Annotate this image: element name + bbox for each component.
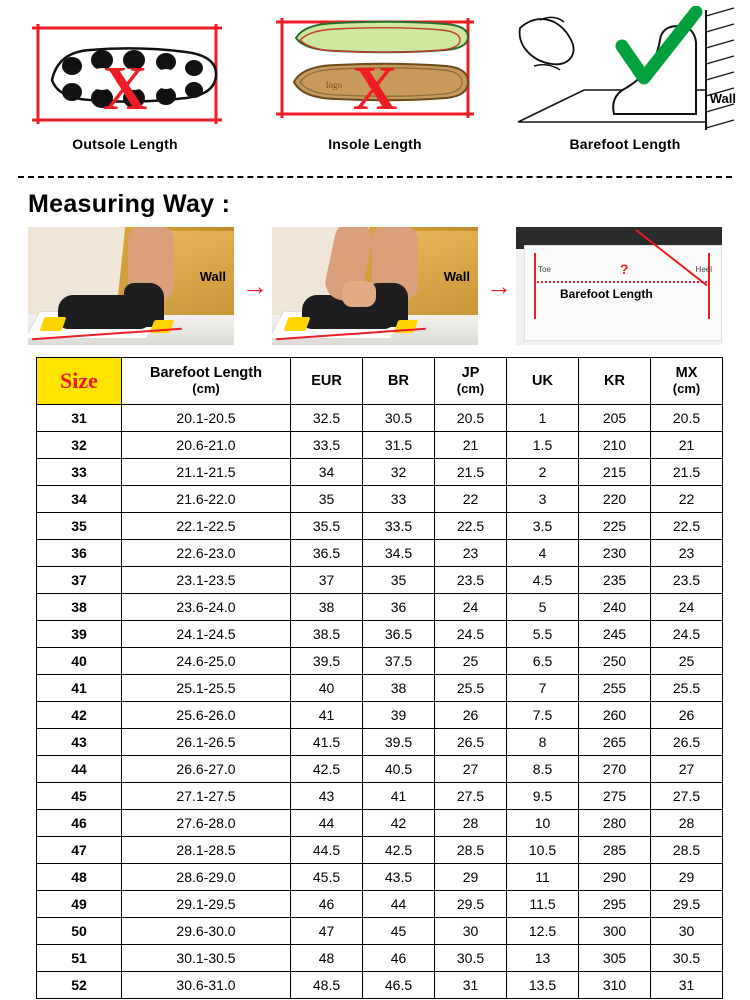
cell-size: 46 (37, 810, 122, 837)
cell-uk: 11 (507, 864, 579, 891)
measuring-step-3 (516, 227, 722, 345)
cell-kr: 275 (579, 783, 651, 810)
header-barefoot-length-main: Barefoot Length (150, 365, 262, 382)
cell-eur: 38 (291, 594, 363, 621)
cell-kr: 240 (579, 594, 651, 621)
cell-br: 46.5 (363, 972, 435, 999)
cell-barefoot-length: 23.1-23.5 (122, 567, 291, 594)
cell-uk: 8 (507, 729, 579, 756)
cell-mx: 26 (651, 702, 723, 729)
cell-size: 50 (37, 918, 122, 945)
cell-br: 46 (363, 945, 435, 972)
cell-barefoot-length: 26.1-26.5 (122, 729, 291, 756)
cell-barefoot-length: 27.6-28.0 (122, 810, 291, 837)
cell-br: 37.5 (363, 648, 435, 675)
cell-size: 39 (37, 621, 122, 648)
cell-br: 33.5 (363, 513, 435, 540)
barefoot-length-label: Barefoot Length (560, 287, 653, 301)
cell-br: 40.5 (363, 756, 435, 783)
header-mx-main: MX (675, 365, 698, 382)
cell-kr: 285 (579, 837, 651, 864)
table-row (37, 891, 723, 918)
cell-size: 36 (37, 540, 122, 567)
step-arrow-1: → (242, 271, 268, 301)
wall-label-step1: Wall (199, 269, 226, 284)
dotted-measure-line (534, 281, 710, 283)
cell-jp: 29 (435, 864, 507, 891)
cell-barefoot-length: 25.1-25.5 (122, 675, 291, 702)
table-row (37, 864, 723, 891)
cell-size: 38 (37, 594, 122, 621)
wall-label-top: Wall (709, 91, 736, 106)
cell-uk: 1.5 (507, 432, 579, 459)
cell-jp: 25.5 (435, 675, 507, 702)
wall-label-step2: Wall (443, 269, 470, 284)
cell-size: 45 (37, 783, 122, 810)
cell-mx: 29.5 (651, 891, 723, 918)
cell-eur: 35 (291, 486, 363, 513)
cell-size: 52 (37, 972, 122, 999)
top-illustration-row (0, 0, 750, 170)
cell-kr: 225 (579, 513, 651, 540)
cell-barefoot-length: 26.6-27.0 (122, 756, 291, 783)
cell-kr: 260 (579, 702, 651, 729)
cell-size: 47 (37, 837, 122, 864)
cell-jp: 24.5 (435, 621, 507, 648)
cell-jp: 26.5 (435, 729, 507, 756)
cell-br: 38 (363, 675, 435, 702)
header-jp (435, 358, 507, 405)
cell-kr: 205 (579, 405, 651, 432)
barefoot-against-wall-icon (510, 6, 740, 134)
cell-br: 42 (363, 810, 435, 837)
figure-insole (250, 6, 500, 170)
cell-size: 31 (37, 405, 122, 432)
cell-size: 35 (37, 513, 122, 540)
table-row (37, 702, 723, 729)
cell-br: 44 (363, 891, 435, 918)
cell-mx: 28 (651, 810, 723, 837)
cell-br: 32 (363, 459, 435, 486)
cell-kr: 270 (579, 756, 651, 783)
outsole-caption: Outsole Length (72, 136, 178, 152)
cell-uk: 3 (507, 486, 579, 513)
cell-barefoot-length: 29.6-30.0 (122, 918, 291, 945)
cell-uk: 4.5 (507, 567, 579, 594)
measuring-steps-row (0, 225, 750, 347)
cell-barefoot-length: 21.6-22.0 (122, 486, 291, 513)
cell-kr: 210 (579, 432, 651, 459)
cell-size: 51 (37, 945, 122, 972)
size-table-body (37, 405, 723, 999)
table-row (37, 513, 723, 540)
cell-size: 33 (37, 459, 122, 486)
table-row (37, 810, 723, 837)
cell-kr: 235 (579, 567, 651, 594)
table-row (37, 486, 723, 513)
cell-kr: 265 (579, 729, 651, 756)
cell-eur: 39.5 (291, 648, 363, 675)
outsole-cross-mark: X (102, 55, 148, 123)
cell-br: 41 (363, 783, 435, 810)
cell-uk: 5 (507, 594, 579, 621)
cell-mx: 22 (651, 486, 723, 513)
cell-br: 36 (363, 594, 435, 621)
cell-barefoot-length: 30.6-31.0 (122, 972, 291, 999)
cell-jp: 22.5 (435, 513, 507, 540)
toe-label: Toe (538, 265, 551, 274)
cell-jp: 23 (435, 540, 507, 567)
cell-barefoot-length: 28.6-29.0 (122, 864, 291, 891)
cell-uk: 10.5 (507, 837, 579, 864)
cell-mx: 27 (651, 756, 723, 783)
table-row (37, 459, 723, 486)
cell-eur: 41 (291, 702, 363, 729)
cell-br: 35 (363, 567, 435, 594)
header-uk: UK (507, 358, 579, 405)
cell-size: 42 (37, 702, 122, 729)
cell-eur: 41.5 (291, 729, 363, 756)
cell-barefoot-length: 27.1-27.5 (122, 783, 291, 810)
cell-jp: 31 (435, 972, 507, 999)
cell-kr: 305 (579, 945, 651, 972)
cell-size: 37 (37, 567, 122, 594)
cell-size: 44 (37, 756, 122, 783)
cell-kr: 230 (579, 540, 651, 567)
insole-cross-mark: X (352, 55, 398, 123)
header-mx-unit: (cm) (672, 380, 701, 396)
cell-eur: 44.5 (291, 837, 363, 864)
table-row (37, 972, 723, 999)
cell-jp: 24 (435, 594, 507, 621)
hand-marking (342, 281, 376, 307)
cell-jp: 30.5 (435, 945, 507, 972)
cell-barefoot-length: 21.1-21.5 (122, 459, 291, 486)
table-row (37, 945, 723, 972)
cell-br: 45 (363, 918, 435, 945)
header-kr: KR (579, 358, 651, 405)
header-size: Size (37, 358, 122, 405)
cell-barefoot-length: 22.6-23.0 (122, 540, 291, 567)
cell-jp: 27.5 (435, 783, 507, 810)
cell-uk: 1 (507, 405, 579, 432)
cell-mx: 20.5 (651, 405, 723, 432)
cell-size: 40 (37, 648, 122, 675)
cell-mx: 30.5 (651, 945, 723, 972)
cell-barefoot-length: 29.1-29.5 (122, 891, 291, 918)
header-jp-unit: (cm) (456, 380, 485, 396)
table-row (37, 621, 723, 648)
cell-uk: 13.5 (507, 972, 579, 999)
size-chart-table (36, 357, 723, 999)
cell-eur: 43 (291, 783, 363, 810)
cell-mx: 29 (651, 864, 723, 891)
figure-barefoot (500, 6, 750, 170)
table-row (37, 756, 723, 783)
cell-eur: 33.5 (291, 432, 363, 459)
cell-mx: 21 (651, 432, 723, 459)
cell-jp: 22 (435, 486, 507, 513)
cell-kr: 220 (579, 486, 651, 513)
insole-caption: Insole Length (328, 136, 422, 152)
cell-br: 42.5 (363, 837, 435, 864)
cell-eur: 40 (291, 675, 363, 702)
cell-barefoot-length: 30.1-30.5 (122, 945, 291, 972)
header-jp-main: JP (461, 365, 480, 382)
header-eur: EUR (291, 358, 363, 405)
step-arrow-2: → (486, 271, 512, 301)
table-row (37, 405, 723, 432)
cell-jp: 21 (435, 432, 507, 459)
cell-eur: 47 (291, 918, 363, 945)
cell-jp: 27 (435, 756, 507, 783)
cell-mx: 23.5 (651, 567, 723, 594)
cell-br: 36.5 (363, 621, 435, 648)
cell-mx: 24 (651, 594, 723, 621)
header-mx (651, 358, 723, 405)
cell-kr: 300 (579, 918, 651, 945)
figure-outsole (0, 6, 250, 170)
cell-br: 39 (363, 702, 435, 729)
cell-jp: 21.5 (435, 459, 507, 486)
cell-br: 39.5 (363, 729, 435, 756)
table-row (37, 567, 723, 594)
cell-uk: 11.5 (507, 891, 579, 918)
table-row (37, 594, 723, 621)
cell-kr: 245 (579, 621, 651, 648)
cell-mx: 25.5 (651, 675, 723, 702)
cell-uk: 3.5 (507, 513, 579, 540)
heel-label: Heel (695, 265, 712, 274)
measuring-step-1 (28, 227, 234, 345)
cell-barefoot-length: 25.6-26.0 (122, 702, 291, 729)
cell-eur: 32.5 (291, 405, 363, 432)
table-row (37, 540, 723, 567)
cell-uk: 7 (507, 675, 579, 702)
cell-uk: 12.5 (507, 918, 579, 945)
cell-eur: 44 (291, 810, 363, 837)
table-row (37, 783, 723, 810)
toe-mark-line (534, 253, 536, 319)
svg-text:logo: logo (326, 80, 343, 90)
measuring-way-title: Measuring Way : (28, 190, 231, 218)
cell-eur: 37 (291, 567, 363, 594)
insole-figure-box (260, 6, 490, 134)
cell-kr: 295 (579, 891, 651, 918)
barefoot-figure-box (510, 6, 740, 134)
cell-mx: 31 (651, 972, 723, 999)
cell-eur: 48.5 (291, 972, 363, 999)
cell-eur: 36.5 (291, 540, 363, 567)
cell-mx: 21.5 (651, 459, 723, 486)
cell-size: 32 (37, 432, 122, 459)
cell-barefoot-length: 28.1-28.5 (122, 837, 291, 864)
cell-mx: 26.5 (651, 729, 723, 756)
cell-jp: 26 (435, 702, 507, 729)
cell-jp: 25 (435, 648, 507, 675)
cell-jp: 20.5 (435, 405, 507, 432)
cell-eur: 46 (291, 891, 363, 918)
cell-uk: 7.5 (507, 702, 579, 729)
cell-uk: 8.5 (507, 756, 579, 783)
cell-size: 34 (37, 486, 122, 513)
cell-br: 34.5 (363, 540, 435, 567)
header-barefoot-length (122, 358, 291, 405)
cell-size: 48 (37, 864, 122, 891)
cell-uk: 4 (507, 540, 579, 567)
size-table-head (37, 358, 723, 405)
table-row (37, 432, 723, 459)
cell-barefoot-length: 23.6-24.0 (122, 594, 291, 621)
cell-jp: 28 (435, 810, 507, 837)
cell-jp: 30 (435, 918, 507, 945)
cell-jp: 23.5 (435, 567, 507, 594)
cell-size: 49 (37, 891, 122, 918)
cell-size: 43 (37, 729, 122, 756)
cell-eur: 42.5 (291, 756, 363, 783)
cell-kr: 215 (579, 459, 651, 486)
cell-kr: 310 (579, 972, 651, 999)
cell-barefoot-length: 24.1-24.5 (122, 621, 291, 648)
cell-mx: 24.5 (651, 621, 723, 648)
cell-eur: 45.5 (291, 864, 363, 891)
cell-size: 41 (37, 675, 122, 702)
header-row (37, 358, 723, 405)
table-row (37, 675, 723, 702)
cell-barefoot-length: 20.6-21.0 (122, 432, 291, 459)
cell-eur: 35.5 (291, 513, 363, 540)
barefoot-caption: Barefoot Length (569, 136, 681, 152)
heel-mark-line (708, 253, 710, 319)
size-table-wrapper (0, 347, 750, 999)
cell-kr: 290 (579, 864, 651, 891)
cell-br: 43.5 (363, 864, 435, 891)
cell-kr: 280 (579, 810, 651, 837)
outsole-figure-box (10, 6, 240, 134)
cell-eur: 38.5 (291, 621, 363, 648)
cell-uk: 13 (507, 945, 579, 972)
cell-eur: 34 (291, 459, 363, 486)
table-row (37, 648, 723, 675)
cell-eur: 48 (291, 945, 363, 972)
cell-uk: 6.5 (507, 648, 579, 675)
cell-barefoot-length: 20.1-20.5 (122, 405, 291, 432)
table-row (37, 918, 723, 945)
cell-barefoot-length: 22.1-22.5 (122, 513, 291, 540)
cell-uk: 2 (507, 459, 579, 486)
cell-br: 31.5 (363, 432, 435, 459)
cell-mx: 30 (651, 918, 723, 945)
cell-uk: 10 (507, 810, 579, 837)
cell-mx: 22.5 (651, 513, 723, 540)
cell-mx: 23 (651, 540, 723, 567)
cell-kr: 250 (579, 648, 651, 675)
cell-uk: 5.5 (507, 621, 579, 648)
cell-mx: 28.5 (651, 837, 723, 864)
header-br: BR (363, 358, 435, 405)
dashed-divider (18, 176, 732, 178)
header-barefoot-length-unit: (cm) (192, 380, 220, 396)
cell-br: 33 (363, 486, 435, 513)
question-mark-label: ? (620, 261, 629, 277)
cell-kr: 255 (579, 675, 651, 702)
cell-mx: 27.5 (651, 783, 723, 810)
table-row (37, 837, 723, 864)
cell-br: 30.5 (363, 405, 435, 432)
cell-jp: 29.5 (435, 891, 507, 918)
cell-uk: 9.5 (507, 783, 579, 810)
measuring-step-2 (272, 227, 478, 345)
cell-barefoot-length: 24.6-25.0 (122, 648, 291, 675)
cell-mx: 25 (651, 648, 723, 675)
cell-jp: 28.5 (435, 837, 507, 864)
table-row (37, 729, 723, 756)
